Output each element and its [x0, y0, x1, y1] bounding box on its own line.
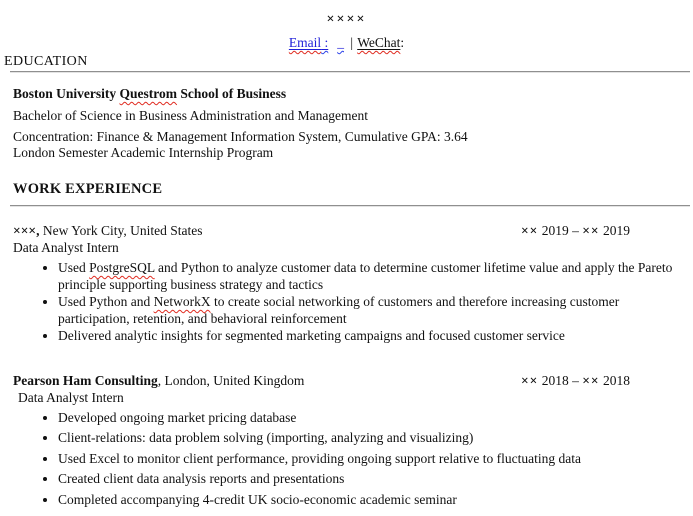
email-link[interactable]: Email	[288, 35, 322, 50]
job-bullet-list	[13, 260, 693, 345]
job-header-row	[13, 372, 693, 389]
school-name-part: School of Business	[177, 86, 287, 101]
program-line: London Semester Academic Internship Program	[13, 144, 274, 160]
education-section	[13, 86, 693, 160]
bullet-item	[58, 294, 693, 327]
section-divider	[10, 205, 690, 207]
bullet-item: • Completed accompanying 4-credit UK socio-economic academic seminar	[58, 492, 693, 509]
company-location-text: , London, United Kingdom	[157, 372, 305, 388]
date-text: 2018 –	[538, 372, 583, 388]
date-text: 2019	[599, 223, 630, 238]
bullet-item: • Used Excel to monitor client performance, providing ongoing support relative to fluctuating data	[58, 451, 693, 468]
email-label-wrap	[289, 35, 321, 50]
contact-line	[0, 34, 693, 51]
contact-separator: |	[350, 35, 354, 50]
wechat-label-wrap	[357, 35, 400, 50]
school-name-misspelled: Questrom	[119, 86, 178, 101]
school-name-part: Boston University	[13, 86, 120, 101]
job-entry-2	[13, 372, 693, 509]
job-entry-1	[13, 222, 693, 345]
bullet-item: • Developed ongoing market pricing database	[58, 410, 693, 427]
email-colon: :	[321, 35, 329, 50]
bullet-item	[58, 328, 693, 345]
candidate-name: ××××	[326, 12, 367, 27]
school-name	[13, 86, 693, 102]
job-dates	[521, 222, 630, 239]
bullet-item: • Client-relations: data problem solving (importing, analyzing and visualizing)	[58, 430, 693, 447]
work-experience-heading: WORK EXPERIENCE	[13, 181, 163, 197]
bullet-text: to create social networking of customers and therefore increasing customer participation, retention, and behavioral reinforcement	[58, 294, 620, 326]
email-blank-underscore: _	[337, 35, 344, 50]
education-heading: EDUCATION	[4, 54, 88, 69]
company-location-text: New York City, United States	[39, 223, 203, 238]
date-redacted: ××	[582, 372, 600, 388]
concentration-line: Concentration: Finance & Management Information System, Cumulative GPA: 3.64	[13, 129, 468, 144]
job-bullet-list	[13, 410, 693, 509]
date-redacted: ××	[520, 372, 539, 388]
bullet-text: and Python to analyze customer data to determine customer lifetime value and apply the Pareto principle supporting business strategy and tactics	[58, 260, 673, 292]
company-location	[13, 372, 304, 389]
bullet-item	[58, 260, 693, 293]
bullet-item: • Created client data analysis reports and presentations	[58, 471, 693, 488]
wechat-label: WeChat	[357, 35, 401, 50]
date-redacted: ××	[520, 223, 539, 238]
date-text: 2019 –	[538, 223, 583, 238]
job-title: Data Analyst Intern	[13, 240, 119, 255]
degree-line: Bachelor of Science in Business Administration and Management	[13, 108, 369, 123]
company-name: Pearson Ham Consulting	[13, 372, 158, 388]
bullet-text-misspelled: NetworkX	[153, 294, 211, 309]
date-text: 2018	[599, 372, 630, 388]
bullet-text: Delivered analytic insights for segmented marketing campaigns and focused customer service	[58, 328, 565, 343]
job-dates	[521, 372, 630, 389]
section-divider	[10, 71, 690, 73]
bullet-text-misspelled: PostgreSQL	[89, 260, 155, 275]
bullet-text: Used Python and	[58, 294, 154, 309]
company-name: ×××,	[13, 223, 40, 238]
date-redacted: ××	[582, 223, 600, 238]
bullet-text: Used	[58, 260, 90, 275]
company-location	[13, 222, 202, 239]
email-colon-wrap	[321, 35, 328, 50]
job-title: Data Analyst Intern	[18, 389, 124, 405]
job-header-row	[13, 222, 693, 239]
wechat-colon: :	[400, 35, 405, 50]
